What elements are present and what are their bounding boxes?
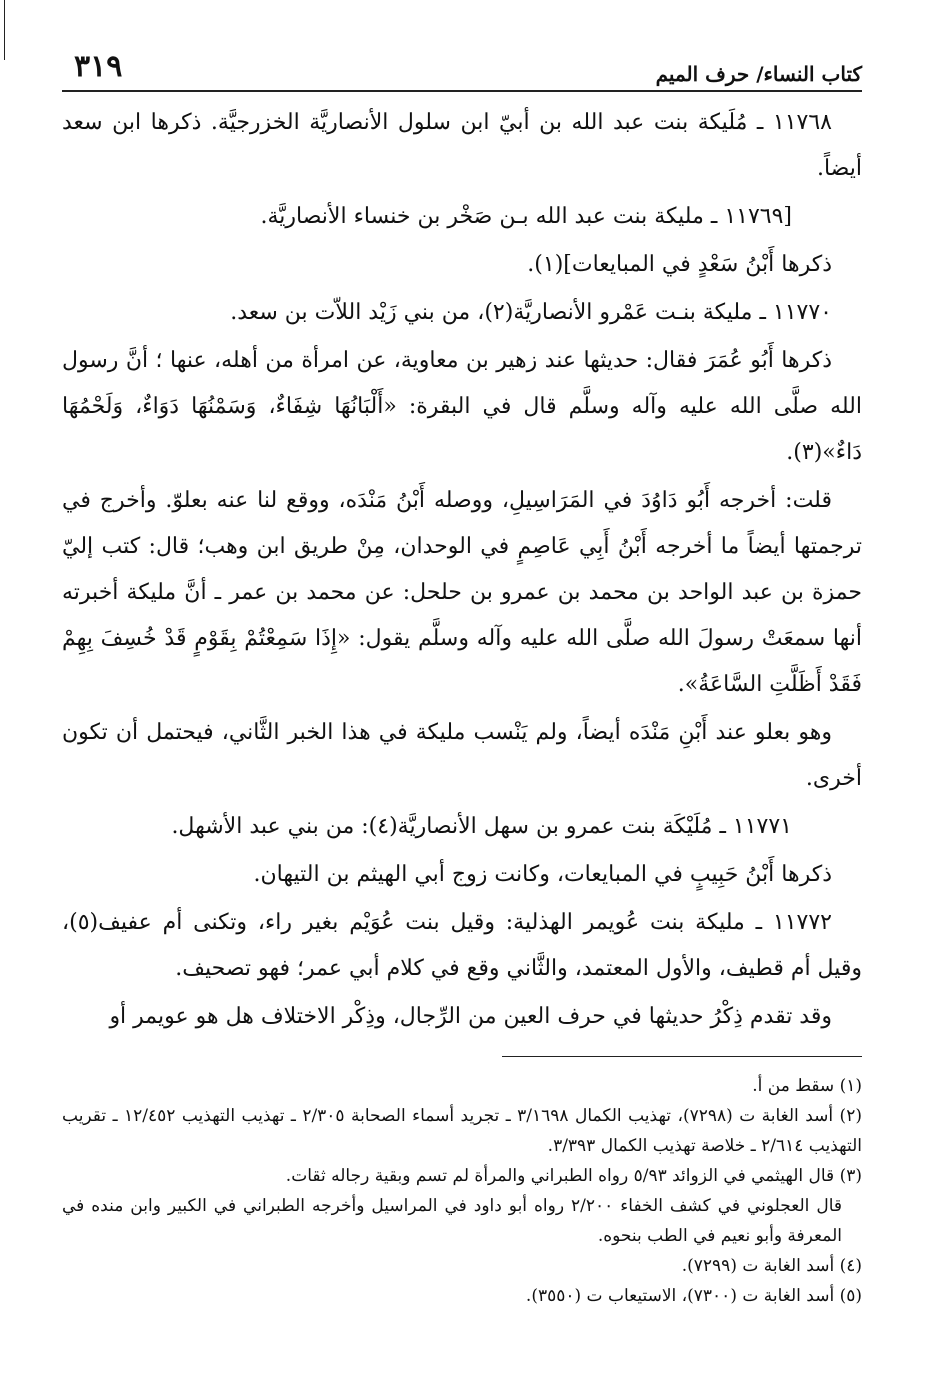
entry-11770-text: ذكرها أَبُو عُمَرَ فقال: حديثها عند زهير بن معاوية، عن امرأة من أهله، عنها ؛ أنَّ رسول الله صلَّى الله عليه وآله وسلَّم قال في البقرة: «أَلْبَانُهَا شِفَاءٌ، وَسَمْنُهَا دَوَاءٌ، وَلَحْمُهَا دَاءٌ»(٣).	[62, 348, 862, 465]
footnotes	[62, 1071, 862, 1311]
footnote-5: (٥) أسد الغابة ت (٧٣٠٠)، الاستيعاب ت (٣٥٥٠).	[525, 1286, 862, 1306]
entry-11771-text: ذكرها أَبْنُ حَبِيبٍ في المبايعات، وكانت زوج أبي الهيثم بن التيهان.	[253, 862, 832, 887]
commentary-paragraph: قلت: أخرجه أَبُو دَاوُدَ في المَرَاسِيلِ، ووصله أَبْنُ مَنْدَه، ووقع لنا عنه بعلوّ. وأخرج في ترجمتها أيضاً ما أخرجه أَبْنُ أَبِي عَاصِمٍ في الوحدان، مِنْ طريق ابن وهب؛ قال: كتب إليّ حمزة بن عبد الواحد بن محمد بن عمرو بن حلحل: عن محمد بن عمر ـ أنَّ مليكة أخبرته أنها سمعَتْ رسولَ الله صلَّى الله عليه وآله وسلَّم يقول: «إِذَا سَمِعْتُمْ بِقَوْمٍ قَدْ خُسِفَ بِهِمْ فَقَدْ أَظَلَّتِ السَّاعَةُ».	[62, 488, 862, 697]
footnote-separator	[502, 1056, 862, 1057]
footnote-1: (١) سقط من أ.	[752, 1076, 862, 1096]
footnote-3-continued: قال العجلوني في كشف الخفاء ٢/٢٠٠ رواه أبو داود في المراسيل وأخرجه الطبراني في الكبير وابن منده في المعرفة وأبو نعيم في الطب بنحوه.	[62, 1196, 843, 1246]
footnote-4: (٤) أسد الغابة ت (٧٢٩٩).	[681, 1256, 862, 1276]
main-text	[62, 100, 862, 1040]
page-number: ٣١٩	[74, 49, 123, 84]
entry-11772-text: وقد تقدم ذِكْرُ حديثها في حرف العين من الرِّجال، وذِكْر الاختلاف هل هو عويمر أو	[109, 1004, 832, 1029]
entry-11770: ١١٧٧٠ ـ مليكة بنـت عَمْرو الأنصاريَّة(٢)، من بني زَيْد اللاّت بن سعد.	[230, 300, 832, 325]
running-title: كتاب النساء/ حرف الميم	[655, 62, 862, 86]
entry-11768: ١١٧٦٨ ـ مُلَيكة بنت عبد الله بن أبيّ ابن سلول الأنصاريَّة الخزرجيَّة. ذكرها ابن سعد أيضاً.	[62, 110, 862, 181]
book-page	[62, 38, 862, 1368]
entry-11769: [١١٧٦٩ ـ مليكة بنت عبد الله بـن صَخْر بن خنساء الأنصاريَّة.	[260, 204, 792, 229]
footnote-3: (٣) قال الهيثمي في الزوائد ٥/٩٣ رواه الطبراني والمرأة لم تسم وبقية رجاله ثقات.	[285, 1166, 862, 1186]
commentary-paragraph-2: وهو بعلو عند أَبْنِ مَنْدَه أيضاً، ولم يَنْسب مليكة في هذا الخبر الثَّاني، فيحتمل أن تكون أخرى.	[62, 720, 862, 791]
entry-11772: ١١٧٧٢ ـ مليكة بنت عُويمر الهذلية: وقيل بنت عُوَيْم بغير راء، وتكنى أم عفيف(٥)، وقيل أم قطيف، والأول المعتمد، والثَّاني وقع في كلام أبي عمر؛ فهو تصحيف.	[62, 910, 862, 981]
page-edge-line	[4, 0, 5, 60]
page-header	[62, 38, 862, 92]
entry-11771: ١١٧٧١ ـ مُلَيْكَة بنت عمرو بن سهل الأنصاريَّة(٤): من بني عبد الأشهل.	[171, 814, 792, 839]
entry-11769-note: ذكرها أَبْنُ سَعْدٍ في المبايعات](١).	[527, 252, 832, 277]
footnote-2: (٢) أسد الغابة ت (٧٢٩٨)، تهذيب الكمال ٣/١٦٩٨ ـ تجريد أسماء الصحابة ٢/٣٠٥ ـ تهذيب التهذيب ١٢/٤٥٢ ـ تقريب التهذيب ٢/٦١٤ ـ خلاصة تهذيب الكمال ٣/٣٩٣.	[62, 1106, 862, 1156]
